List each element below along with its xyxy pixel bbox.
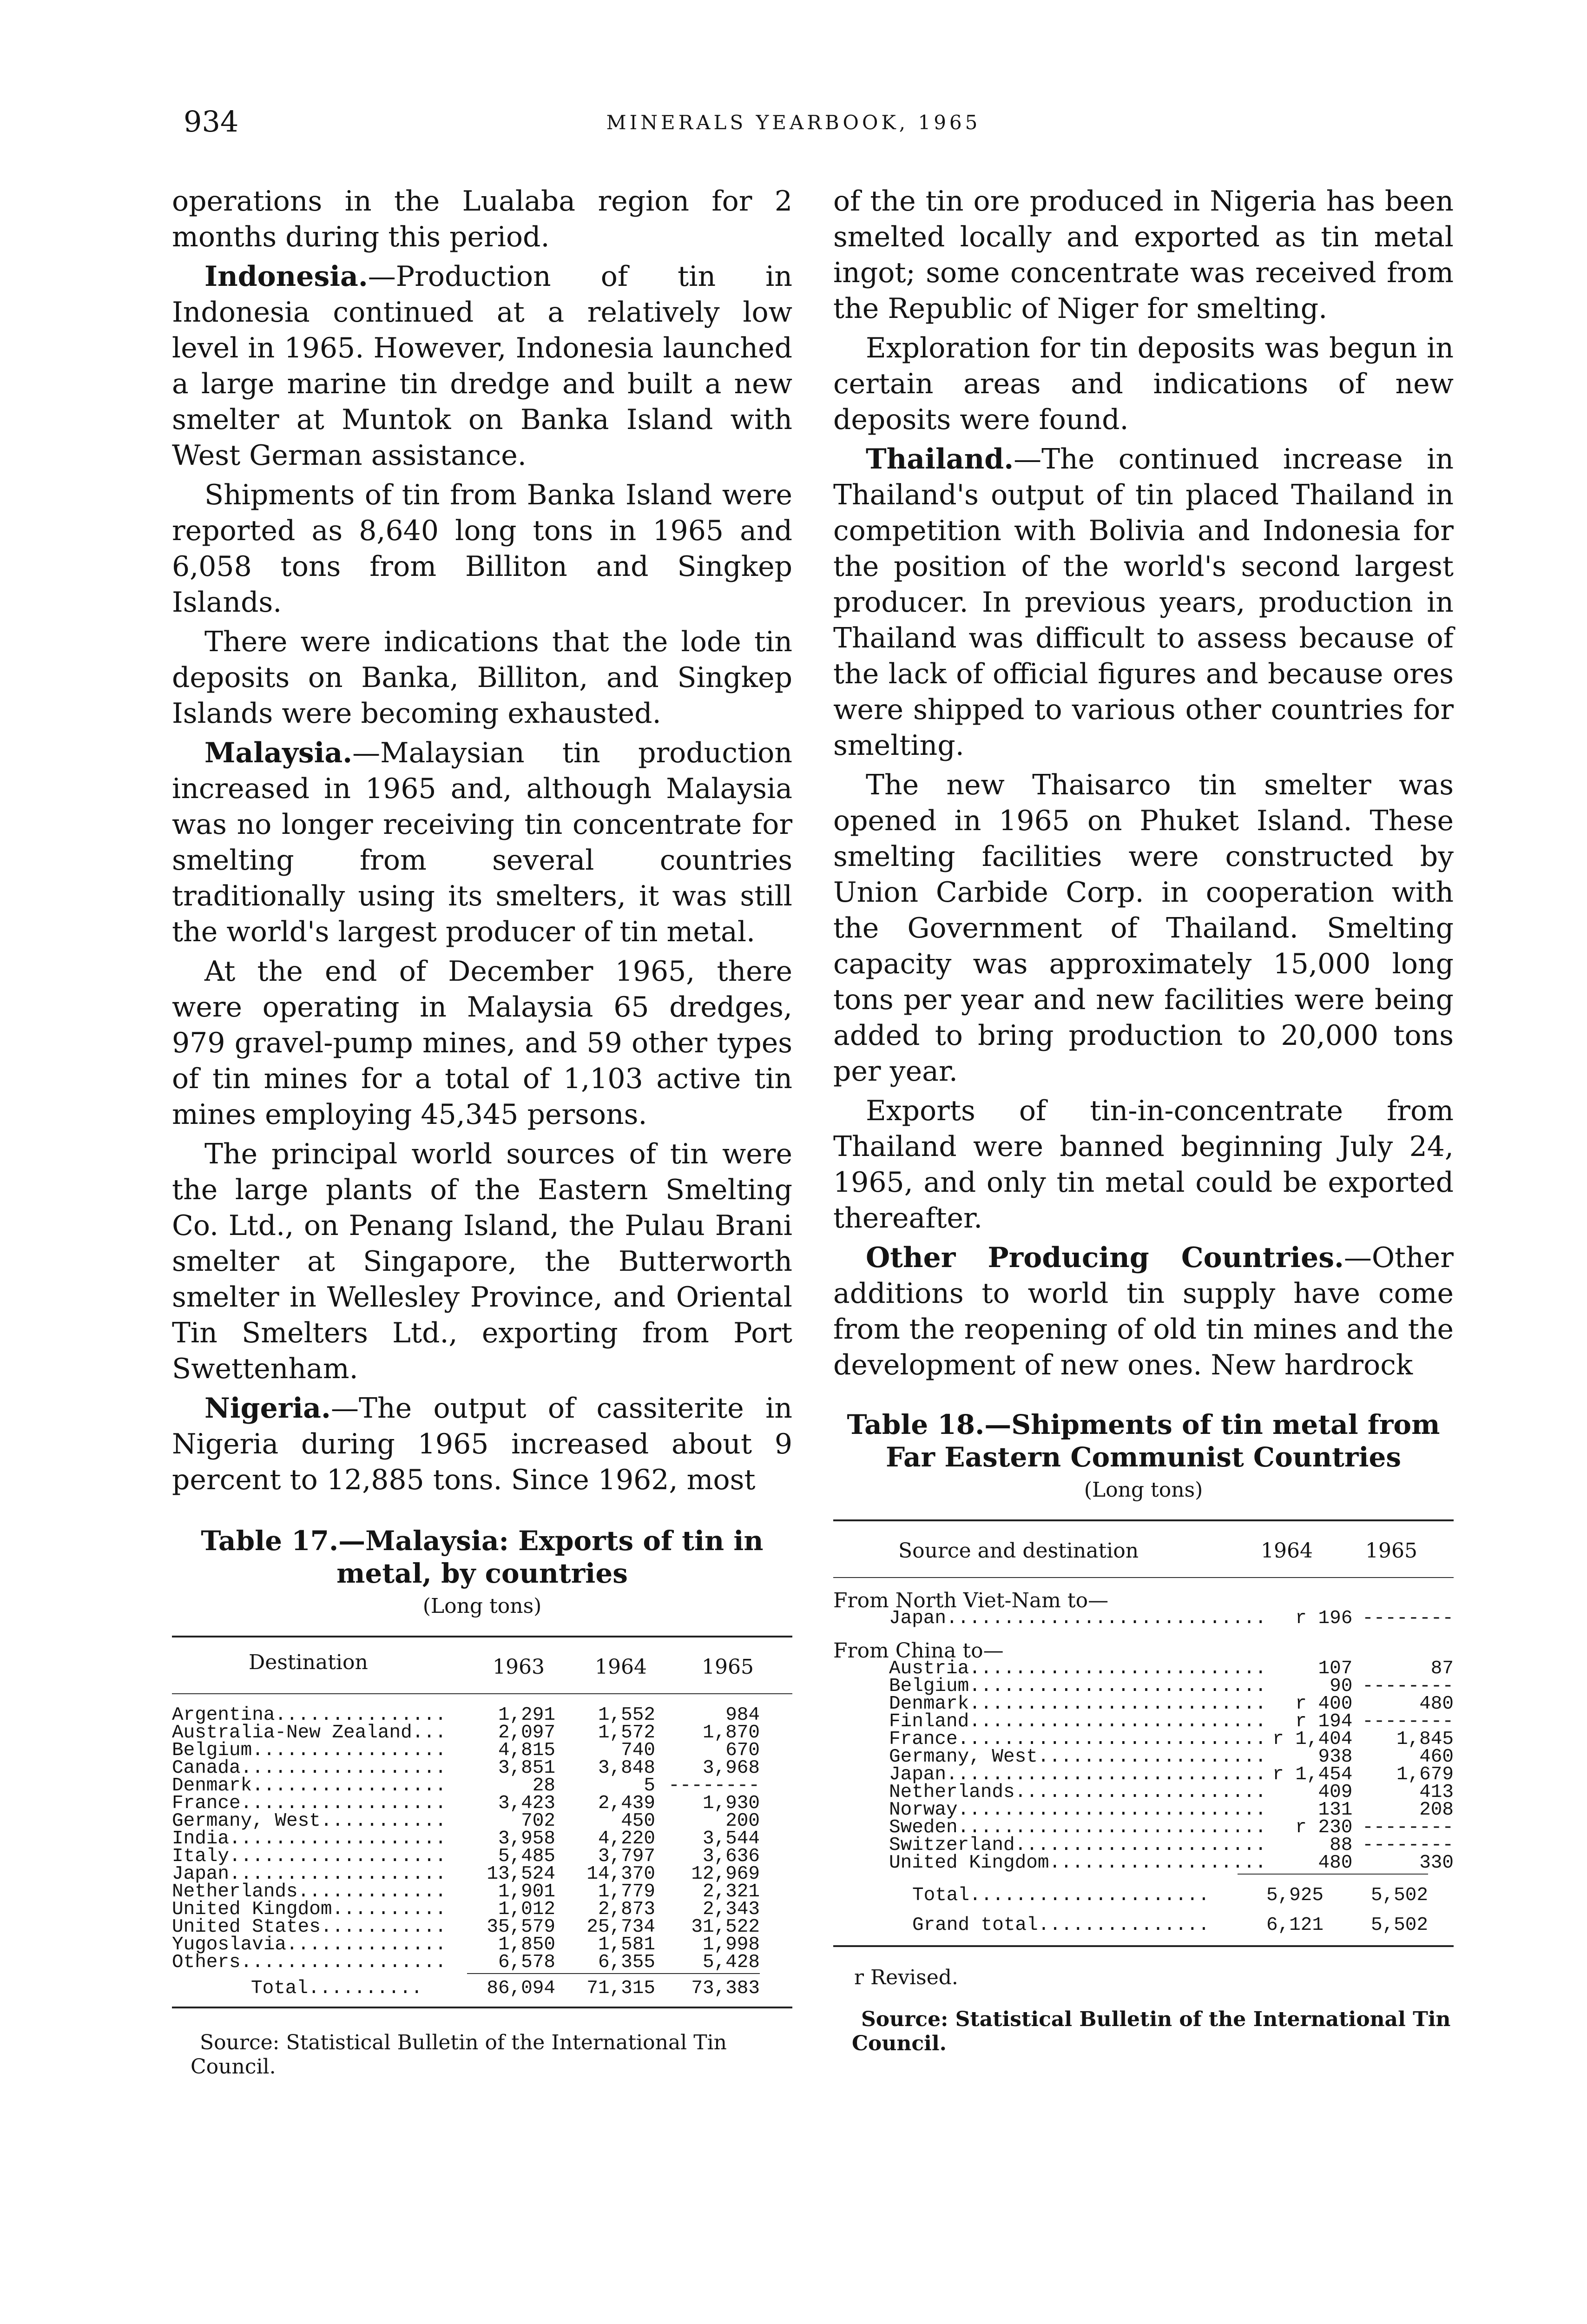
cell: 1,850 (498, 1934, 555, 1955)
table-row (833, 1801, 1454, 1819)
leader-dots: ............... (1038, 1915, 1210, 1936)
cell: 1,779 (598, 1881, 655, 1902)
table-row (172, 1777, 792, 1795)
cell: 460 (1419, 1746, 1454, 1768)
leader-dots: ................... (229, 1846, 447, 1867)
leader-dots: .................... (1037, 1746, 1266, 1768)
row-label-text: France (889, 1729, 958, 1750)
cell: 3,958 (498, 1828, 555, 1849)
row-label (172, 1901, 467, 1918)
cell: 3,423 (498, 1793, 555, 1814)
leader-dots: ............................ (946, 1764, 1266, 1785)
table-header (172, 1637, 792, 1693)
cell: 107 (1318, 1658, 1353, 1679)
cell: 4,815 (498, 1740, 555, 1761)
table-row (172, 1918, 792, 1936)
col-header: Source and destination (898, 1539, 1139, 1563)
leader-dots: ........................... (957, 1729, 1266, 1750)
cell: 413 (1419, 1782, 1454, 1803)
row-label-text: Canada (172, 1757, 241, 1779)
row-label (172, 1830, 467, 1848)
leader-dots: .......... (308, 1978, 423, 1999)
cell: 702 (521, 1810, 555, 1832)
table-row (172, 1742, 792, 1759)
cell: -------- (1362, 1817, 1454, 1838)
table-rule (467, 1973, 760, 1974)
table-row (833, 1695, 1454, 1713)
row-label (172, 1724, 467, 1742)
leader-dots: ................... (229, 1828, 447, 1849)
row-label (172, 1848, 467, 1865)
group-label: From China to— (833, 1639, 1004, 1663)
cell: 1,870 (702, 1722, 760, 1743)
cell: 330 (1419, 1852, 1454, 1874)
table-header (833, 1521, 1454, 1577)
row-label (833, 1610, 1266, 1627)
leader-dots: ........... (320, 1916, 447, 1938)
cell: 1,845 (1396, 1729, 1454, 1750)
cell: 6,121 (1266, 1915, 1324, 1936)
table-row (172, 1724, 792, 1742)
paragraph-malaysia (172, 735, 792, 950)
paragraph: At the end of December 1965, there were operating in Malaysia 65 dredges, 979 gravel-pump mines, and 59 other types of tin mines for a total of 1,103 active tin mines employing 45,345 persons. (172, 955, 792, 1131)
cell: 86,094 (487, 1978, 555, 1999)
col-header: 1964 (595, 1655, 647, 1679)
leader-dots: .......................... (969, 1711, 1266, 1732)
table-row-total (172, 1980, 792, 1997)
row-label-text: United Kingdom (172, 1899, 332, 1920)
table-row (172, 1936, 792, 1954)
row-label-text: India (172, 1828, 230, 1849)
section-heading: Malaysia. (204, 737, 353, 769)
leader-dots: ..................... (969, 1885, 1210, 1906)
row-label-text: Norway (889, 1799, 958, 1821)
col-header: 1964 (1261, 1539, 1313, 1563)
table-group-header (833, 1592, 1454, 1610)
paragraph-text: —Production of tin in Indonesia continued at a relatively low level in 1965. However, Indonesia launched a large marine tin dredge and built a new smelter at Muntok on Banka Island with West German assistance. (172, 260, 792, 472)
leader-dots: .......................... (969, 1658, 1266, 1679)
cell: 5,485 (498, 1846, 555, 1867)
row-label-text: Total (912, 1885, 970, 1906)
cell: 87 (1430, 1658, 1454, 1679)
table-row (833, 1660, 1454, 1677)
cell: -------- (668, 1775, 760, 1796)
row-label-text: Sweden (889, 1817, 958, 1838)
cell: 12,969 (691, 1863, 760, 1885)
row-label (172, 1865, 467, 1883)
table-source: Source: Statistical Bulletin of the International Tin Council. (191, 2031, 727, 2079)
row-label (172, 1795, 467, 1812)
cell: -------- (1362, 1835, 1454, 1856)
col-header: 1965 (702, 1655, 754, 1679)
row-label (833, 1783, 1266, 1801)
row-label-text: Yugoslavia (172, 1934, 287, 1955)
row-label (172, 1883, 467, 1901)
table-row (833, 1854, 1454, 1872)
cell: 1,552 (598, 1704, 655, 1726)
cell: r 1,404 (1272, 1729, 1353, 1750)
cell: 450 (621, 1810, 655, 1832)
row-label (833, 1695, 1266, 1713)
cell: 1,998 (702, 1934, 760, 1955)
table-row (833, 1766, 1454, 1783)
row-label-text: Japan (172, 1863, 230, 1885)
row-label-text: Germany, West (889, 1746, 1038, 1768)
cell: 1,572 (598, 1722, 655, 1743)
row-label (172, 1777, 467, 1795)
table-row (172, 1795, 792, 1812)
cell: 6,355 (598, 1952, 655, 1973)
table-rule (833, 1945, 1454, 1947)
table-source: Source: Statistical Bulletin of the International Tin Council. (852, 2007, 1451, 2055)
cell: 480 (1419, 1693, 1454, 1715)
row-label-text: Japan (889, 1764, 947, 1785)
table-row (172, 1954, 792, 1971)
paragraph-text: —The output of cassiterite in Nigeria during 1965 increased about 9 percent to 12,885 tons. Since 1962, most (172, 1392, 792, 1496)
table-body (833, 1589, 1454, 1874)
leader-dots: ............. (297, 1881, 447, 1902)
cell: 5,925 (1266, 1885, 1324, 1906)
paragraph: of the tin ore produced in Nigeria has been smelted locally and exported as tin metal ingot; some concentrate was received from the Republic of Niger for smelting. (833, 185, 1454, 325)
cell: 90 (1330, 1676, 1353, 1697)
cell: 1,930 (702, 1793, 760, 1814)
cell: 3,797 (598, 1846, 655, 1867)
row-label (833, 1836, 1266, 1854)
cell: -------- (1362, 1608, 1454, 1629)
cell: r 1,454 (1272, 1764, 1353, 1785)
row-label-text: Netherlands (889, 1782, 1015, 1803)
section-heading: Thailand. (866, 443, 1014, 475)
row-label-text: Belgium (889, 1676, 969, 1697)
cell: 670 (725, 1740, 760, 1761)
leader-dots: .................. (240, 1793, 447, 1814)
row-label-text: Denmark (889, 1693, 969, 1715)
table-17 (172, 1525, 792, 2079)
table-row (172, 1812, 792, 1830)
cell: -------- (1362, 1711, 1454, 1732)
paragraph-nigeria (172, 1391, 792, 1498)
table-row (172, 1901, 792, 1918)
row-label (833, 1801, 1266, 1819)
cell: 88 (1330, 1835, 1353, 1856)
table-row (172, 1883, 792, 1901)
cell: r 400 (1295, 1693, 1353, 1715)
cell: 31,522 (691, 1916, 760, 1938)
row-label (172, 1706, 467, 1724)
cell: 13,524 (487, 1863, 555, 1885)
col-header: 1963 (493, 1655, 545, 1679)
row-label (833, 1748, 1266, 1766)
left-column (172, 184, 792, 1498)
leader-dots: .................. (240, 1952, 447, 1973)
cell: r 194 (1295, 1711, 1353, 1732)
table-rule (833, 1577, 1454, 1578)
row-label (172, 1812, 467, 1830)
leader-dots: ............... (275, 1704, 447, 1726)
cell: r 196 (1295, 1608, 1353, 1629)
cell: 28 (532, 1775, 555, 1796)
paragraph: operations in the Lualaba region for 2 months during this period. (172, 185, 792, 253)
cell: 208 (1419, 1799, 1454, 1821)
leader-dots: ........................... (957, 1799, 1266, 1821)
table-rule (172, 1693, 792, 1694)
cell: 2,873 (598, 1899, 655, 1920)
leader-dots: ........... (320, 1810, 447, 1832)
table-row (833, 1819, 1454, 1836)
group-label: From North Viet-Nam to— (833, 1589, 1109, 1612)
paragraph: Exports of tin-in-concentrate from Thailand were banned beginning July 24, 1965, and only tin metal could be exported thereafter. (833, 1095, 1454, 1235)
table-row (833, 1713, 1454, 1730)
cell: 938 (1318, 1746, 1353, 1768)
table-row (833, 1836, 1454, 1854)
leader-dots: .......... (332, 1899, 447, 1920)
cell: 3,544 (702, 1828, 760, 1849)
table-group-header (833, 1642, 1454, 1660)
paragraph-text: —Other additions to world tin supply have come from the reopening of old tin mines and the development of new ones. New hardrock (833, 1241, 1454, 1381)
row-label-text: Italy (172, 1846, 230, 1867)
row-label-text: Germany, West (172, 1810, 321, 1832)
table-rule (172, 2007, 792, 2008)
cell: 3,848 (598, 1757, 655, 1779)
cell: 2,343 (702, 1899, 760, 1920)
row-label-text: Belgium (172, 1740, 252, 1761)
page-header (0, 105, 1587, 142)
cell: 984 (725, 1704, 760, 1726)
cell: 2,439 (598, 1793, 655, 1814)
row-label-text: Argentina (172, 1704, 275, 1726)
table-row (833, 1610, 1454, 1627)
cell: 1,901 (498, 1881, 555, 1902)
table-row (172, 1830, 792, 1848)
table-18 (833, 1408, 1454, 2056)
row-label-text: Switzerland (889, 1835, 1015, 1856)
cell: 1,012 (498, 1899, 555, 1920)
table-row-grand-total (833, 1916, 1454, 1934)
leader-dots: .......................... (969, 1676, 1266, 1697)
table-title: Table 17.—Malaysia: Exports of tin in (201, 1525, 764, 1557)
leader-dots: .......................... (969, 1693, 1266, 1715)
row-label-text: Japan (889, 1608, 947, 1629)
row-label (833, 1713, 1266, 1730)
leader-dots: ........................... (957, 1817, 1266, 1838)
row-label-text: Grand total (912, 1915, 1038, 1936)
row-label-text: Australia-New Zealand (172, 1722, 412, 1743)
leader-dots: ................... (229, 1863, 447, 1885)
cell: 4,220 (598, 1828, 655, 1849)
col-header: 1965 (1365, 1539, 1417, 1563)
row-label-text: Others (172, 1952, 241, 1973)
section-heading: Other Producing Countries. (866, 1241, 1344, 1274)
paragraph-text: —The continued increase in Thailand's output of tin placed Thailand in competition with Bolivia and Indonesia for the position of the world's second largest producer. In previous years, production in Thailand was difficult to assess because of the lack of official figures and because ores were shipped to various other countries for smelting. (833, 443, 1454, 762)
table-row-total (833, 1887, 1454, 1904)
table-total (172, 1980, 792, 1997)
table-row (833, 1730, 1454, 1748)
table-title: metal, by countries (336, 1558, 628, 1589)
cell: 5 (644, 1775, 655, 1796)
table-totals (833, 1887, 1454, 1934)
table-row (833, 1748, 1454, 1766)
cell: 25,734 (586, 1916, 655, 1938)
row-label (833, 1819, 1266, 1836)
row-label-text: Total (251, 1978, 309, 1999)
cell: 1,291 (498, 1704, 555, 1726)
cell: 480 (1318, 1852, 1353, 1874)
leader-dots: ...................... (1014, 1835, 1266, 1856)
row-label (833, 1916, 1235, 1934)
cell: 14,370 (586, 1863, 655, 1885)
table-row (833, 1783, 1454, 1801)
table-title: Table 18.—Shipments of tin metal from (847, 1409, 1440, 1440)
table-row (172, 1759, 792, 1777)
table-footnote: r Revised. (854, 1966, 958, 1989)
leader-dots: ...................... (1014, 1782, 1266, 1803)
cell: 6,578 (498, 1952, 555, 1973)
leader-dots: ............................ (946, 1608, 1266, 1629)
paragraph: Exploration for tin deposits was begun in certain areas and indications of new deposits were found. (833, 332, 1454, 436)
cell: 73,383 (691, 1978, 760, 1999)
table-unit: (Long tons) (422, 1594, 542, 1618)
cell: 200 (725, 1810, 760, 1832)
row-label-text: United Kingdom (889, 1852, 1049, 1874)
paragraph-other-countries (833, 1240, 1454, 1383)
cell: 35,579 (487, 1916, 555, 1938)
row-label (172, 1980, 467, 1997)
cell: 131 (1318, 1799, 1353, 1821)
col-header: Destination (249, 1651, 368, 1674)
row-label (172, 1759, 467, 1777)
row-label (172, 1742, 467, 1759)
row-label (833, 1677, 1266, 1695)
table-title: Far Eastern Communist Countries (885, 1441, 1402, 1473)
table-rule (1238, 1874, 1428, 1875)
leader-dots: ... (412, 1722, 447, 1743)
cell: 740 (621, 1740, 655, 1761)
leader-dots: ................. (252, 1775, 447, 1796)
leader-dots: .............. (286, 1934, 447, 1955)
row-label-text: Austria (889, 1658, 969, 1679)
row-label-text: France (172, 1793, 241, 1814)
leader-dots: .................. (240, 1757, 447, 1779)
cell: 5,428 (702, 1952, 760, 1973)
row-label-text: United States (172, 1916, 321, 1938)
row-label-text: Finland (889, 1711, 969, 1732)
row-label-text: Denmark (172, 1775, 252, 1796)
cell: 1,679 (1396, 1764, 1454, 1785)
paragraph-indonesia (172, 259, 792, 474)
paragraph-thailand (833, 442, 1454, 764)
table-row (172, 1706, 792, 1724)
cell: 2,097 (498, 1722, 555, 1743)
cell: 5,502 (1370, 1885, 1428, 1906)
table-row (833, 1677, 1454, 1695)
paragraph-text: —Malaysian tin production increased in 1965 and, although Malaysia was no longer receiving tin concentrate for smelting from several countries traditionally using its smelters, it was still the world's largest producer of tin metal. (172, 737, 792, 948)
cell: 3,851 (498, 1757, 555, 1779)
right-column (833, 184, 1454, 1383)
table-unit: (Long tons) (1084, 1478, 1203, 1502)
leader-dots: ................... (1049, 1852, 1266, 1874)
row-label-text: Netherlands (172, 1881, 298, 1902)
page-number: 934 (184, 105, 239, 139)
cell: 2,321 (702, 1881, 760, 1902)
cell: -------- (1362, 1676, 1454, 1697)
row-label (172, 1954, 467, 1971)
cell: 5,502 (1370, 1915, 1428, 1936)
cell: 409 (1318, 1782, 1353, 1803)
paragraph: Shipments of tin from Banka Island were reported as 8,640 long tons in 1965 and 6,058 tons from Billiton and Singkep Islands. (172, 479, 792, 619)
section-heading: Indonesia. (204, 260, 368, 293)
table-body (172, 1706, 792, 1971)
row-label (833, 1766, 1266, 1783)
cell: 3,636 (702, 1846, 760, 1867)
cell: r 230 (1295, 1817, 1353, 1838)
row-label (833, 1854, 1266, 1872)
paragraph: The new Thaisarco tin smelter was opened in 1965 on Phuket Island. These smelting facilities were constructed by Union Carbide Corp. in cooperation with the Government of Thailand. Smelting capacity was approximately 15,000 long tons per year and new facilities were being added to bring production to 20,000 tons per year. (833, 769, 1454, 1088)
section-heading: Nigeria. (204, 1392, 331, 1425)
running-title: MINERALS YEARBOOK, 1965 (606, 111, 981, 134)
cell: 1,581 (598, 1934, 655, 1955)
leader-dots: ................. (252, 1740, 447, 1761)
row-label (833, 1660, 1266, 1677)
row-label (172, 1936, 467, 1954)
paragraph: There were indications that the lode tin deposits on Banka, Billiton, and Singkep Islands were becoming exhausted. (172, 626, 792, 730)
table-row (172, 1865, 792, 1883)
table-row (172, 1848, 792, 1865)
row-label (833, 1887, 1235, 1904)
paragraph: The principal world sources of tin were the large plants of the Eastern Smelting Co. Ltd., on Penang Island, the Pulau Brani smelter at Singapore, the Butterworth smelter in Wellesley Province, and Oriental Tin Smelters Ltd., exporting from Port Swettenham. (172, 1138, 792, 1385)
cell: 3,968 (702, 1757, 760, 1779)
row-label (833, 1730, 1266, 1748)
row-label (172, 1918, 467, 1936)
cell: 71,315 (586, 1978, 655, 1999)
